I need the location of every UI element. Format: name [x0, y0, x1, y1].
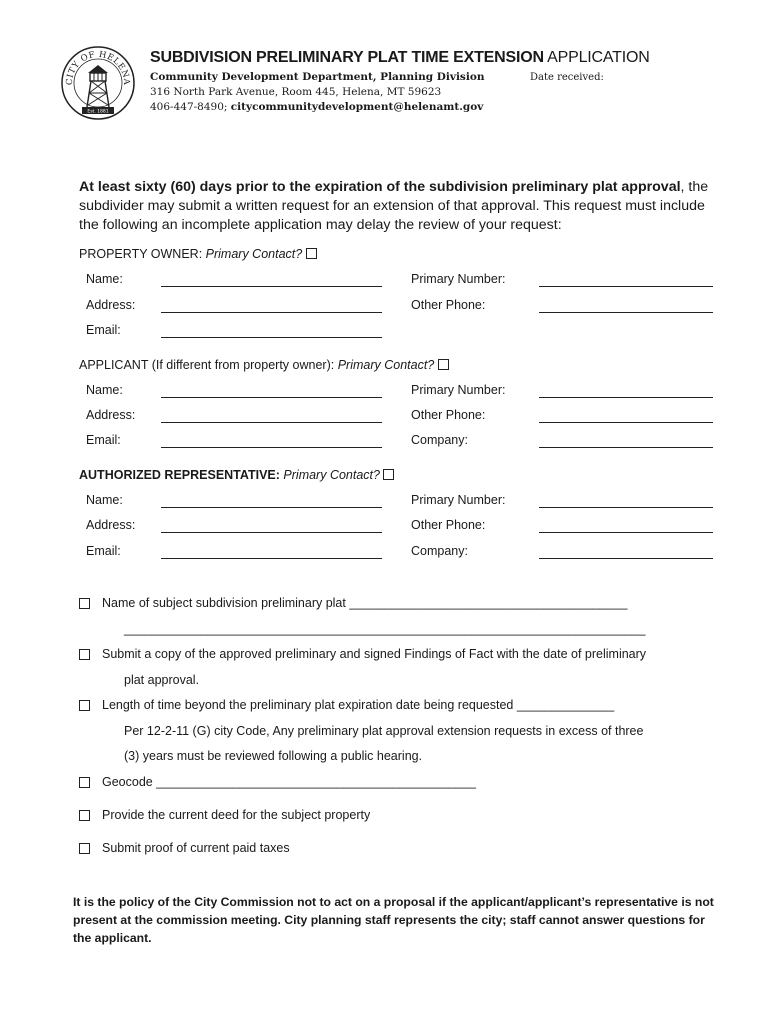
checklist-geocode: Geocode ______________________________________________: [102, 775, 476, 789]
department-phone: 406-447-8490;: [150, 101, 231, 113]
owner-name-field[interactable]: [161, 286, 382, 287]
checklist-findings-continued: plat approval.: [124, 673, 200, 687]
rep-address-label: Address:: [86, 518, 136, 532]
checklist-time-length: Length of time beyond the preliminary plat expiration date being requested ______________: [102, 698, 615, 712]
checklist-checkbox-time-length[interactable]: [79, 700, 90, 711]
owner-primary-number-field[interactable]: [539, 286, 713, 287]
applicant-primary-number-label: Primary Number:: [411, 383, 506, 397]
rep-primary-number-field[interactable]: [539, 507, 713, 508]
checklist-plat-name-continued: ___________________________________________________________________________: [124, 622, 646, 636]
city-seal-logo: [60, 45, 136, 121]
rep-email-field[interactable]: [161, 558, 382, 559]
applicant-other-phone-field[interactable]: [539, 422, 713, 423]
owner-address-field[interactable]: [161, 312, 382, 313]
applicant-email-field[interactable]: [161, 447, 382, 448]
applicant-address-field[interactable]: [161, 422, 382, 423]
department-address: 316 North Park Avenue, Room 445, Helena, MT 59623: [150, 86, 442, 98]
property-owner-heading: PROPERTY OWNER: Primary Contact?: [79, 247, 317, 261]
rep-primary-number-label: Primary Number:: [411, 493, 506, 507]
checklist-time-note-line1: Per 12-2-11 (G) city Code, Any preliminary plat approval extension requests in excess of three: [124, 724, 644, 738]
rep-name-field[interactable]: [161, 507, 382, 508]
checklist-plat-name: Name of subject subdivision preliminary plat ________________________________________: [102, 596, 628, 610]
checklist-checkbox-geocode[interactable]: [79, 777, 90, 788]
applicant-email-label: Email:: [86, 433, 121, 447]
applicant-company-label: Company:: [411, 433, 468, 447]
rep-email-label: Email:: [86, 544, 121, 558]
rep-name-label: Name:: [86, 493, 123, 507]
rep-address-field[interactable]: [161, 532, 382, 533]
applicant-company-field[interactable]: [539, 447, 713, 448]
seal-year: Est. 1881: [87, 109, 109, 115]
checklist-checkbox-findings[interactable]: [79, 649, 90, 660]
checklist-checkbox-deed[interactable]: [79, 810, 90, 821]
checklist-checkbox-plat-name[interactable]: [79, 598, 90, 609]
applicant-primary-number-field[interactable]: [539, 397, 713, 398]
seal-text: CITY OF HELENA: [64, 49, 132, 86]
rep-other-phone-label: Other Phone:: [411, 518, 486, 532]
owner-email-field[interactable]: [161, 337, 382, 338]
applicant-name-label: Name:: [86, 383, 123, 397]
applicant-heading: APPLICANT (If different from property owner): Primary Contact?: [79, 358, 449, 372]
checklist-time-note-line2: (3) years must be reviewed following a public hearing.: [124, 749, 423, 763]
intro-paragraph: At least sixty (60) days prior to the expiration of the subdivision preliminary plat approval, the subdivider may submit a written request for an extension of that approval. This request must include the following an incomplete application may delay the review of your request:: [79, 179, 709, 233]
checklist-findings: Submit a copy of the approved preliminary and signed Findings of Fact with the date of preliminary: [102, 647, 647, 661]
owner-name-label: Name:: [86, 272, 123, 286]
rep-company-label: Company:: [411, 544, 468, 558]
owner-other-phone-label: Other Phone:: [411, 298, 486, 312]
checklist-checkbox-taxes[interactable]: [79, 843, 90, 854]
applicant-address-label: Address:: [86, 408, 136, 422]
owner-address-label: Address:: [86, 298, 136, 312]
rep-other-phone-field[interactable]: [539, 532, 713, 533]
rep-company-field[interactable]: [539, 558, 713, 559]
representative-heading: AUTHORIZED REPRESENTATIVE: Primary Contact?: [79, 468, 394, 482]
form-title: SUBDIVISION PRELIMINARY PLAT TIME EXTENSION APPLICATION: [150, 49, 650, 66]
applicant-primary-contact-checkbox[interactable]: [438, 359, 449, 370]
department-name: Community Development Department, Planning Division: [150, 71, 485, 83]
owner-primary-number-label: Primary Number:: [411, 272, 506, 286]
owner-primary-contact-checkbox[interactable]: [306, 248, 317, 259]
owner-email-label: Email:: [86, 323, 121, 337]
checklist-deed: Provide the current deed for the subject property: [102, 808, 371, 822]
owner-other-phone-field[interactable]: [539, 312, 713, 313]
date-received-label: Date received:: [530, 72, 604, 83]
rep-primary-contact-checkbox[interactable]: [383, 469, 394, 480]
policy-statement: It is the policy of the City Commission not to act on a proposal if the applicant/applicant’s representative is not present at the commission meeting. City planning staff represents the city; staff cannot answer questions for the applicant.: [73, 895, 714, 945]
applicant-name-field[interactable]: [161, 397, 382, 398]
department-email: citycommunitydevelopment@helenamt.gov: [230, 101, 484, 113]
applicant-other-phone-label: Other Phone:: [411, 408, 486, 422]
checklist-taxes: Submit proof of current paid taxes: [102, 841, 290, 855]
contact-line: [150, 101, 483, 113]
